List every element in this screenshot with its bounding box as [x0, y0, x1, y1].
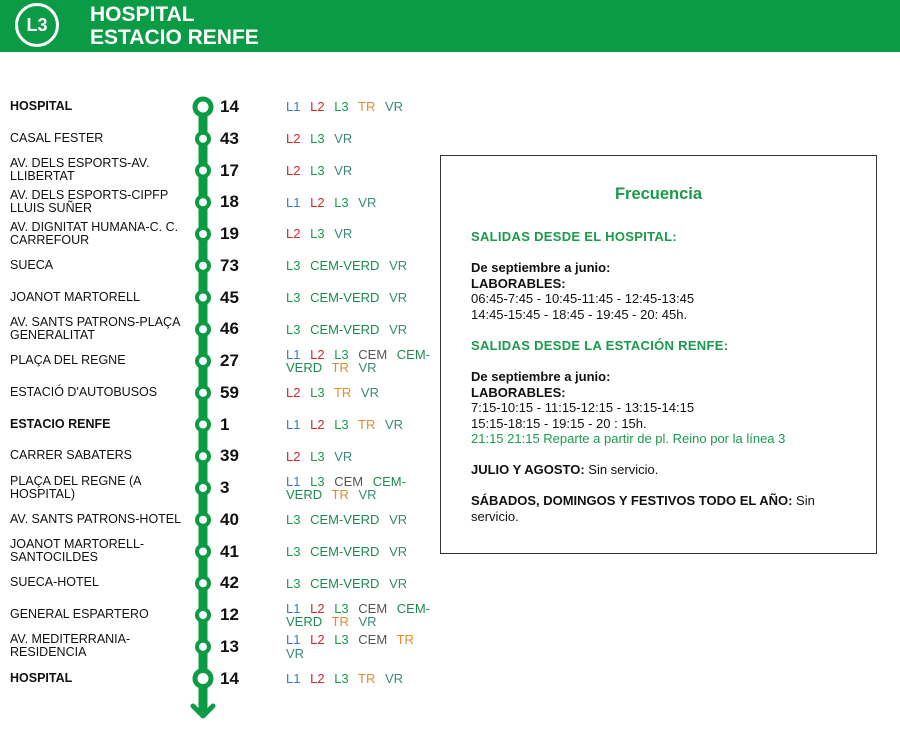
renfe-period: De septiembre a junio:	[471, 369, 611, 384]
stop-connections	[286, 196, 436, 210]
stop-number: 14	[220, 668, 239, 688]
stop-marker	[197, 546, 209, 558]
stop-connections	[286, 672, 436, 686]
connection-l2: L2	[310, 346, 325, 362]
stop-connections	[286, 418, 436, 432]
line-badge: L3	[15, 3, 59, 47]
connection-l3: L3	[286, 258, 301, 273]
connection-l1: L1	[286, 670, 301, 686]
renfe-times-2: 15:15-18:15 - 19:15 - 20 : 15h.	[471, 415, 647, 431]
stop-connections	[286, 450, 436, 464]
stop-name: JOANOT MARTORELL	[10, 289, 140, 304]
route-title	[90, 3, 259, 49]
hospital-period: De septiembre a junio:	[471, 260, 611, 275]
stop-connections	[286, 323, 436, 337]
connection-l3: L3	[286, 543, 301, 559]
connection-l3: L3	[310, 448, 325, 464]
hospital-times-2: 14:45-15:45 - 18:45 - 19:45 - 20: 45h.	[471, 306, 688, 322]
stop-name: AV. SANTS PATRONS-HOTEL	[10, 511, 182, 526]
connection-l1: L1	[286, 346, 301, 362]
summer-notice	[471, 462, 861, 478]
connection-vr: VR	[358, 360, 377, 375]
connection-vr: VR	[389, 258, 408, 273]
connection-l3: L3	[286, 289, 301, 305]
stop-connections	[286, 348, 436, 375]
connection-vr: VR	[358, 487, 377, 502]
stop-name: PLAÇA DEL REGNE (A HOSPITAL)	[10, 473, 141, 501]
connection-cem-verd: CEM-VERD	[286, 600, 431, 629]
connection-cem-verd: CEM-VERD	[310, 543, 380, 559]
weekend-text: Sin servicio.	[471, 493, 815, 524]
summer-text: Sin servicio.	[584, 462, 659, 477]
stop-marker	[197, 196, 209, 208]
connection-tr: TR	[333, 385, 352, 400]
stop-number: 13	[220, 636, 239, 656]
summer-label: JULIO Y AGOSTO:	[471, 462, 585, 477]
connection-l3: L3	[310, 385, 325, 400]
stop-number: 43	[220, 128, 239, 148]
stop-name: HOSPITAL	[10, 670, 73, 685]
connection-l2: L2	[286, 131, 301, 146]
stop-connections	[286, 132, 436, 146]
stop-marker	[197, 355, 209, 367]
connection-vr: VR	[334, 131, 353, 146]
connection-cem-verd: CEM-VERD	[310, 289, 380, 305]
connection-l3: L3	[334, 416, 349, 432]
stop-marker	[197, 387, 209, 399]
connection-vr: VR	[389, 289, 408, 305]
connection-l1: L1	[286, 473, 301, 489]
stop-marker	[197, 419, 209, 431]
stop-marker	[197, 228, 209, 240]
connection-l3: L3	[286, 575, 301, 591]
weekend-notice	[471, 493, 861, 524]
stop-marker	[197, 323, 209, 335]
stop-marker	[197, 609, 209, 621]
stop-name: AV. DELS ESPORTS-AV. LLIBERTAT	[10, 156, 150, 183]
stop-connections	[286, 259, 436, 273]
stop-number: 27	[220, 351, 239, 370]
connection-vr: VR	[334, 226, 353, 242]
connection-cem-verd: CEM-VERD	[310, 512, 380, 527]
connection-l2: L2	[310, 416, 325, 432]
stop-connections	[286, 100, 436, 114]
stop-name: AV. DELS ESPORTS-CIPFP LLUIS SUÑER	[10, 187, 168, 215]
connection-l3: L3	[334, 346, 349, 362]
stop-name: SUECA	[10, 257, 54, 272]
connection-tr: TR	[396, 632, 414, 648]
connection-tr: TR	[331, 614, 349, 629]
renfe-heading: SALIDAS DESDE LA ESTACIÓN RENFE:	[471, 338, 729, 353]
frequency-title: Frecuencia	[614, 185, 703, 203]
stop-marker	[197, 165, 209, 177]
stop-name: ESTACIO RENFE	[10, 416, 111, 431]
connection-cem-verd: CEM-VERD	[310, 575, 380, 591]
stop-name: JOANOT MARTORELL-SANTOCILDES	[10, 537, 145, 564]
stop-connections	[286, 386, 436, 400]
connection-l3: L3	[334, 670, 349, 686]
stop-marker	[197, 292, 209, 304]
connection-l3: L3	[310, 473, 325, 489]
connection-vr: VR	[358, 194, 377, 210]
stop-name: CASAL FESTER	[10, 130, 104, 145]
connection-cem-verd: CEM-VERD	[310, 258, 380, 273]
stop-name: ESTACIÓ D'AUTOBUSOS	[10, 384, 158, 399]
connection-l2: L2	[286, 385, 301, 400]
connection-l3: L3	[310, 226, 325, 242]
stop-number: 40	[220, 509, 239, 529]
connection-l2: L2	[286, 226, 301, 242]
hospital-times-1: 06:45-7:45 - 10:45-11:45 - 12:45-13:45	[471, 291, 695, 306]
route-line	[180, 80, 230, 725]
stop-connections	[286, 291, 436, 305]
connection-tr: TR	[358, 670, 376, 686]
connection-vr: VR	[385, 670, 404, 686]
connection-l2: L2	[310, 600, 325, 616]
connection-cem: CEM	[358, 346, 388, 362]
renfe-laborables: LABORABLES:	[471, 384, 566, 400]
connection-l1: L1	[286, 600, 301, 616]
hospital-laborables: LABORABLES:	[471, 275, 566, 291]
connection-l3: L3	[286, 512, 301, 527]
connection-vr: VR	[385, 416, 404, 432]
connection-tr: TR	[331, 487, 349, 502]
stop-name: PLAÇA DEL REGNE	[10, 353, 126, 367]
stop-number: 59	[220, 382, 239, 402]
route-title-line2: ESTACIO RENFE	[90, 26, 259, 49]
stop-name: CARRER SABATERS	[10, 448, 133, 463]
stop-number: 12	[220, 605, 239, 624]
connection-l2: L2	[310, 632, 325, 648]
stop-number: 46	[220, 319, 239, 339]
connection-vr: VR	[360, 385, 379, 400]
connection-l3: L3	[334, 99, 349, 115]
connection-cem-verd: CEM-VERD	[310, 321, 380, 337]
connection-tr: TR	[358, 99, 376, 115]
connection-l1: L1	[286, 194, 301, 210]
connection-vr: VR	[286, 645, 305, 661]
connection-vr: VR	[334, 162, 353, 178]
renfe-note: 21:15 21:15 Reparte a partir de pl. Reino por la línea 3	[471, 431, 786, 446]
stop-marker	[197, 482, 209, 494]
connection-vr: VR	[389, 512, 408, 527]
stop-name: AV. MEDITERRANIA-RESIDENCIA	[10, 632, 131, 660]
stop-marker	[195, 671, 211, 687]
connection-l1: L1	[286, 99, 301, 115]
hospital-heading: SALIDAS DESDE EL HOSPITAL:	[471, 229, 677, 244]
stop-connections	[286, 227, 436, 241]
connection-cem-verd: CEM-VERD	[286, 346, 431, 375]
connection-cem: CEM	[334, 473, 364, 489]
stop-number: 39	[220, 446, 239, 466]
connection-l2: L2	[310, 670, 325, 686]
stop-connections	[286, 602, 436, 629]
connection-vr: VR	[389, 543, 408, 559]
stop-marker	[197, 577, 209, 589]
stop-number: 3	[220, 478, 230, 497]
stop-name: GENERAL ESPARTERO	[10, 607, 149, 621]
connection-l3: L3	[334, 194, 349, 210]
connection-vr: VR	[389, 575, 408, 591]
renfe-times-1: 7:15-10:15 - 11:15-12:15 - 13:15-14:15	[471, 400, 695, 415]
connection-l1: L1	[286, 416, 301, 432]
route-title-line1: HOSPITAL	[90, 3, 195, 26]
connection-vr: VR	[385, 99, 404, 115]
stop-number: 17	[220, 160, 239, 180]
stop-number: 41	[220, 541, 239, 561]
stop-name: HOSPITAL	[10, 99, 73, 113]
stop-number: 45	[220, 287, 239, 307]
connection-l2: L2	[310, 194, 325, 210]
connection-l2: L2	[310, 99, 325, 115]
connection-l3: L3	[310, 131, 325, 146]
stop-number: 18	[220, 192, 239, 212]
stop-marker	[195, 99, 211, 115]
stop-connections	[286, 475, 436, 502]
connection-vr: VR	[358, 614, 377, 629]
connection-tr: TR	[358, 416, 376, 432]
stop-marker	[197, 260, 209, 272]
stop-name: AV. SANTS PATRONS-PLAÇA GENERALITAT	[10, 314, 180, 342]
connection-cem: CEM	[358, 632, 388, 648]
stop-number: 73	[220, 255, 239, 275]
connection-l3: L3	[334, 600, 349, 616]
frequency-box	[440, 155, 877, 554]
stop-number: 42	[220, 573, 239, 593]
stop-connections	[286, 164, 436, 178]
connection-tr: TR	[331, 360, 349, 375]
weekend-label: SÁBADOS, DOMINGOS Y FESTIVOS TODO EL AÑO:	[471, 493, 793, 508]
connection-l2: L2	[286, 448, 301, 464]
connection-l2: L2	[286, 162, 301, 178]
connection-vr: VR	[334, 448, 353, 464]
stop-connections	[286, 513, 436, 527]
connection-l3: L3	[286, 321, 301, 337]
connection-l3: L3	[310, 162, 325, 178]
stop-number: 1	[220, 414, 230, 434]
connection-cem: CEM	[358, 600, 388, 616]
stop-marker	[197, 641, 209, 653]
stop-connections	[286, 577, 436, 591]
connection-l3: L3	[334, 632, 349, 648]
connection-cem-verd: CEM-VERD	[286, 473, 406, 502]
stop-marker	[197, 514, 209, 526]
stop-connections	[286, 633, 436, 660]
stop-name: AV. DIGNITAT HUMANA-C. C. CARREFOUR	[10, 219, 179, 247]
stop-marker	[197, 450, 209, 462]
stop-connections	[286, 545, 436, 559]
stop-number: 19	[220, 224, 239, 243]
stop-name: SUECA-HOTEL	[10, 575, 99, 590]
connection-vr: VR	[389, 321, 408, 337]
connection-l1: L1	[286, 632, 301, 648]
stop-number: 14	[220, 97, 239, 116]
stop-marker	[197, 133, 209, 145]
header-bar	[0, 0, 900, 52]
